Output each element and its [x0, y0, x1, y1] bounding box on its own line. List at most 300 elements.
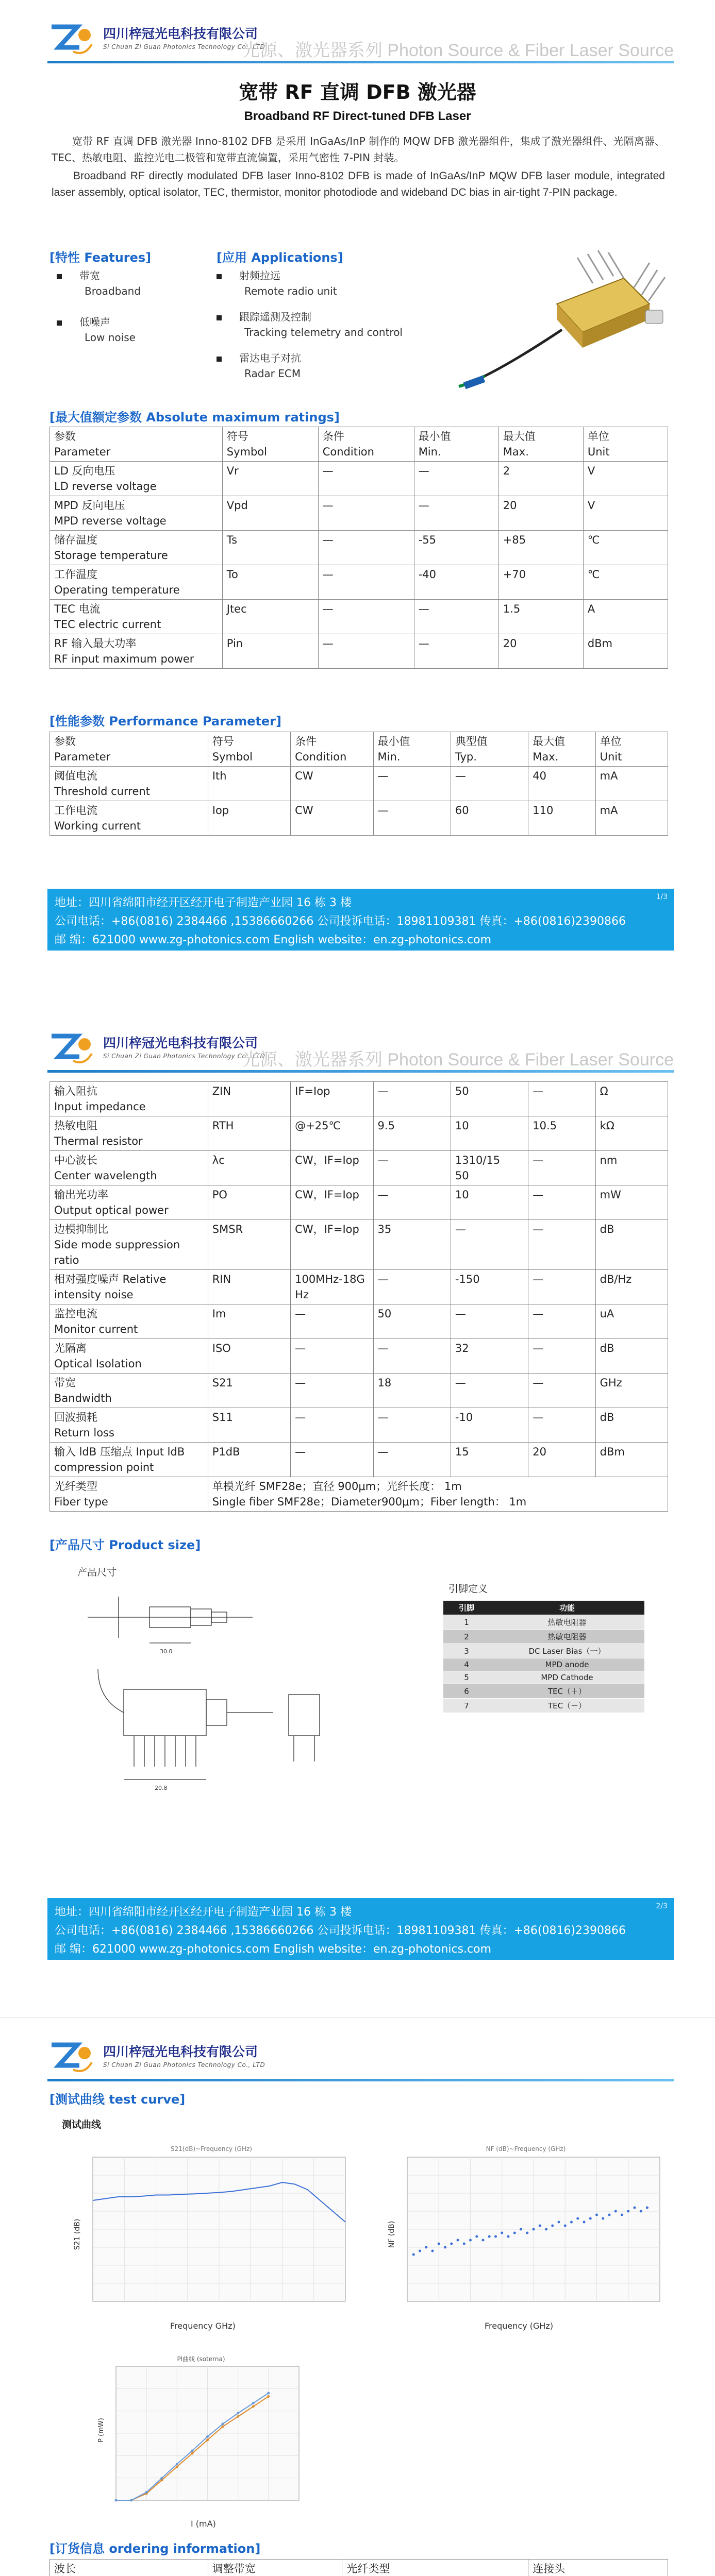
table-cell — [451, 801, 528, 836]
cell-line: Iop — [212, 804, 229, 817]
company-name-cn: 四川梓冠光电科技有限公司 — [103, 26, 258, 41]
cell-line: PO — [212, 1189, 227, 1201]
cell-line: RIN — [212, 1273, 231, 1285]
table-row — [50, 634, 668, 669]
header-cell — [208, 732, 290, 767]
cell-line: CW，IF=Iop — [295, 1154, 359, 1166]
table-cell — [595, 1082, 668, 1116]
cell-line: TEC 电流 — [54, 603, 101, 615]
cell-line: LD reverse voltage — [54, 480, 157, 493]
cell-line: 40 — [533, 770, 547, 782]
cell-line: 热敏电阻 — [54, 1120, 97, 1132]
table-cell — [528, 801, 595, 836]
cell-line: V — [587, 465, 595, 477]
table-cell — [451, 1408, 528, 1443]
data-point — [595, 2214, 598, 2216]
cell-line: — — [295, 1411, 306, 1423]
table-row — [50, 1151, 668, 1185]
table-cell — [50, 1374, 208, 1408]
data-point — [457, 2239, 459, 2242]
table-cell — [291, 1116, 373, 1151]
table-cell — [451, 1374, 528, 1408]
cell-line: Max. — [533, 751, 559, 763]
cell-line: 边模抑制比 — [54, 1223, 108, 1235]
table-cell — [414, 531, 498, 565]
pin-row — [443, 1671, 644, 1684]
table-cell — [373, 1443, 451, 1477]
cell-line: 35 — [377, 1223, 392, 1235]
company-logo-icon — [47, 1030, 94, 1066]
table-cell — [595, 801, 668, 836]
cell-line: 单位 — [587, 430, 609, 443]
table-cell — [498, 496, 583, 531]
page-header — [47, 21, 674, 67]
cell-line: 输入阻抗 — [54, 1085, 97, 1097]
data-point — [191, 2449, 193, 2452]
data-point — [589, 2217, 592, 2220]
cell-line: — — [377, 804, 389, 817]
cell-line: dB — [600, 1223, 614, 1235]
cell-line: 最大值 — [533, 735, 566, 748]
table-row — [50, 496, 668, 531]
perf-table-cont — [49, 1081, 668, 1512]
table-cell — [595, 1408, 668, 1443]
cell-line: 参数 — [54, 430, 76, 443]
chart-ylabel: S21 (dB) — [73, 2218, 81, 2250]
data-point — [267, 2395, 270, 2398]
table-cell — [583, 634, 668, 669]
footer-phone: 公司电话：+86(0816) 2384466 ,15386660266 公司投诉电话：18981109381 传真：+86(0816)2390866 — [55, 915, 626, 928]
table-cell — [498, 600, 583, 634]
pin-function: MPD anode — [490, 1658, 644, 1671]
cell-line: 输入 ldB 压缩点 Input ldB — [54, 1446, 185, 1458]
data-point — [614, 2210, 617, 2213]
table-cell — [528, 1185, 595, 1220]
table-cell — [50, 1443, 208, 1477]
cell-line: λc — [212, 1154, 225, 1166]
data-point — [145, 2491, 148, 2494]
header-cell — [583, 427, 668, 462]
table-cell — [595, 767, 668, 801]
header-cell — [222, 427, 318, 462]
data-point — [558, 2221, 560, 2224]
table-cell — [291, 1304, 373, 1339]
svg-text:20.8: 20.8 — [155, 1785, 168, 1791]
table-cell — [595, 1185, 668, 1220]
cell-line: — — [418, 499, 429, 512]
cell-line: 110 — [533, 804, 554, 817]
table-cell — [528, 1374, 595, 1408]
table-cell — [208, 801, 290, 836]
table-cell — [291, 1270, 373, 1304]
table-cell — [208, 1339, 290, 1374]
cell-line: — — [322, 637, 334, 650]
table-cell — [451, 1082, 528, 1116]
cell-line: — — [533, 1154, 544, 1166]
product-desc-cn: 宽带 RF 直调 DFB 激光器 Inno-8102 DFB 是采用 InGaAs/InP 制作的 MQW DFB 激光器组件，集成了激光器组件、光隔离器、TEC、热敏电阻、监控光电二极管和宽带直流偏置，采用气密性 7-PIN 封装。 — [52, 135, 665, 164]
cell-line: ZIN — [212, 1085, 231, 1097]
cell-line: P1dB — [212, 1446, 240, 1458]
footer-postcode: 邮 编：621000 www.zg-photonics.com English website：en.zg-photonics.com — [55, 1943, 492, 1956]
cell-line: -150 — [455, 1273, 480, 1285]
table-cell — [291, 1408, 373, 1443]
table-cell — [50, 1339, 208, 1374]
cell-line: 单模光纤 SMF28e；直径 900μm；光纤长度： 1m — [212, 1480, 462, 1493]
table-cell — [595, 1374, 668, 1408]
cell-line: Bandwidth — [54, 1392, 112, 1404]
table-cell — [50, 462, 223, 496]
table-cell — [583, 531, 668, 565]
table-row — [50, 462, 668, 496]
pin-number: 2 — [443, 1630, 490, 1644]
table-cell — [208, 1185, 290, 1220]
cell-line: 18 — [377, 1377, 392, 1389]
cell-line: MPD reverse voltage — [54, 515, 167, 527]
cell-line: 10 — [455, 1120, 469, 1132]
cell-line: — — [533, 1273, 544, 1285]
table-cell — [50, 1270, 208, 1304]
table-cell — [528, 1443, 595, 1477]
page-footer — [47, 889, 674, 951]
cell-line: — — [533, 1223, 544, 1235]
cell-line: @+25℃ — [295, 1120, 341, 1132]
data-point — [513, 2232, 516, 2234]
pin-number: 7 — [443, 1699, 490, 1713]
page-footer — [47, 1898, 674, 1960]
header-cell — [595, 732, 668, 767]
table-cell — [414, 634, 498, 669]
cell-line: 条件 — [295, 735, 317, 748]
table-header-row — [50, 427, 668, 462]
header-cell — [50, 427, 223, 462]
cell-line: 60 — [455, 804, 469, 817]
page-2 — [0, 1009, 715, 2018]
cell-line: — — [377, 1273, 389, 1285]
table-cell — [208, 1443, 290, 1477]
data-point — [130, 2499, 132, 2502]
product-desc-en: Broadband RF directly modulated DFB laser Inno-8102 DFB is made of InGaAs/InP MQW DFB laser module, integrated laser assembly, optical isolator, TEC, thermistor, monitor photodiode and wideband DC bias in air-tight 7-PIN package. — [52, 170, 665, 198]
header-cell — [528, 2560, 668, 2576]
data-point — [494, 2235, 497, 2238]
footer-postcode: 邮 编：621000 www.zg-photonics.com English website：en.zg-photonics.com — [55, 934, 492, 946]
cell-line: 9.5 — [377, 1120, 395, 1132]
cell-line: 波长 — [54, 2563, 76, 2575]
cell-line: Single fiber SMF28e；Diameter900μm；Fiber length： 1m — [212, 1496, 527, 1508]
company-logo-icon — [47, 21, 94, 57]
cell-line: -55 — [418, 534, 436, 546]
table-row-fiber — [50, 1477, 668, 1512]
data-point — [488, 2235, 491, 2238]
cell-line: — — [533, 1189, 544, 1201]
cell-line: 相对强度噪声 Relative — [54, 1273, 167, 1285]
cell-line: Symbol — [212, 751, 253, 763]
table-cell — [291, 1374, 373, 1408]
data-point — [463, 2243, 465, 2245]
pin-row — [443, 1684, 644, 1699]
size-title: [产品尺寸 Product size] — [49, 1538, 201, 1552]
table-cell — [50, 1185, 208, 1220]
data-point — [576, 2217, 579, 2220]
cell-line: 2 — [503, 465, 510, 477]
cell-line: CW，IF=Iop — [295, 1189, 359, 1201]
table-cell — [498, 462, 583, 496]
cell-line: 20 — [503, 637, 517, 650]
cell-line: Vr — [226, 465, 239, 477]
table-cell — [595, 1151, 668, 1185]
header-cell — [414, 427, 498, 462]
cell-line: Thermal resistor — [54, 1135, 143, 1147]
cell-line: — — [418, 603, 429, 615]
perf-title: [性能参数 Performance Parameter] — [49, 714, 281, 728]
bullet-icon — [57, 274, 62, 279]
table-cell — [528, 1220, 595, 1270]
table-cell — [595, 1443, 668, 1477]
table-cell — [208, 1116, 290, 1151]
table-cell — [291, 801, 373, 836]
pin-table — [443, 1601, 644, 1713]
cell-line: dB — [600, 1342, 614, 1354]
table-cell — [451, 1220, 528, 1270]
pin-function: 热敏电阻器 — [490, 1630, 644, 1644]
cell-line: — — [455, 770, 466, 782]
table-row — [50, 1185, 668, 1220]
table-row — [50, 1270, 668, 1304]
cell-line: 单位 — [600, 735, 622, 748]
ordering-title: [订货信息 ordering information] — [49, 2541, 261, 2556]
cell-line: Pin — [226, 637, 243, 650]
svg-text:30.0: 30.0 — [160, 1648, 173, 1655]
table-cell — [373, 1374, 451, 1408]
cell-line: Condition — [295, 751, 347, 763]
table-cell — [50, 496, 223, 531]
cell-line: Output optical power — [54, 1204, 169, 1216]
table-cell — [498, 565, 583, 600]
page-3 — [0, 2018, 715, 2576]
data-point — [450, 2243, 453, 2245]
cell-line: 中心波长 — [54, 1154, 97, 1166]
table-row — [50, 1116, 668, 1151]
cell-line: nm — [600, 1154, 618, 1166]
cell-line: Condition — [322, 446, 374, 458]
cell-line: Fiber type — [54, 1496, 108, 1508]
data-point — [237, 2412, 239, 2415]
company-name-cn: 四川梓冠光电科技有限公司 — [103, 1036, 258, 1050]
table-row — [50, 1304, 668, 1339]
cell-line: mW — [600, 1189, 621, 1201]
cell-line: Hz — [295, 1289, 309, 1301]
size-drawing-label: 产品尺寸 — [77, 1567, 117, 1578]
cell-line: 工作温度 — [54, 568, 97, 581]
data-point — [252, 2402, 255, 2404]
cell-line: 条件 — [322, 430, 344, 443]
header-cell — [373, 732, 451, 767]
table-row — [50, 600, 668, 634]
data-point — [634, 2207, 636, 2209]
table-cell — [498, 531, 583, 565]
cell-line: — — [533, 1308, 544, 1320]
product-drawing — [67, 1576, 356, 1798]
feature-item: 带宽 Broadband — [57, 268, 141, 299]
cell-line: — — [322, 465, 334, 477]
data-point — [176, 2466, 178, 2468]
cell-line: 最小值 — [418, 430, 451, 443]
table-cell — [528, 767, 595, 801]
data-point — [206, 2439, 209, 2442]
cell-line: ℃ — [587, 534, 600, 546]
page-number: 2/3 — [656, 1902, 668, 1910]
cell-line: RF input maximum power — [54, 653, 194, 665]
cell-line: — — [295, 1377, 306, 1389]
table-cell — [291, 1185, 373, 1220]
cell-line: — — [322, 499, 334, 512]
table-cell — [222, 565, 318, 600]
table-cell — [583, 496, 668, 531]
table-cell — [373, 1082, 451, 1116]
cell-line: Working current — [54, 820, 141, 832]
cell-line: dBm — [587, 637, 613, 650]
pin-function: TEC（－） — [490, 1699, 644, 1713]
header-cell — [291, 732, 373, 767]
pin-row — [443, 1699, 644, 1713]
cell-line: — — [418, 465, 429, 477]
header-divider — [47, 61, 674, 63]
features-title: [特性 Features] — [49, 250, 152, 265]
table-cell — [222, 496, 318, 531]
data-point — [621, 2214, 623, 2216]
pin-number: 6 — [443, 1684, 490, 1699]
cell-line: RF 输入最大功率 — [54, 637, 137, 650]
table-cell — [222, 634, 318, 669]
cell-line: 监控电流 — [54, 1308, 97, 1320]
cell-line: Input impedance — [54, 1100, 146, 1113]
data-point — [545, 2228, 547, 2231]
cell-line: 50 — [455, 1085, 469, 1097]
data-point — [501, 2232, 503, 2234]
table-row — [50, 1082, 668, 1116]
table-cell — [50, 1304, 208, 1339]
cell-line: 光纤类型 — [346, 2563, 390, 2575]
data-point — [438, 2243, 440, 2245]
cell-line: Optical Isolation — [54, 1358, 142, 1370]
cell-line: 1.5 — [503, 603, 521, 615]
data-point — [627, 2210, 629, 2213]
cell-line: Monitor current — [54, 1323, 138, 1335]
table-cell — [50, 531, 223, 565]
data-point — [237, 2415, 239, 2418]
data-point — [526, 2232, 528, 2234]
pin-function: MPD Cathode — [490, 1671, 644, 1684]
cell-line: — — [533, 1342, 544, 1354]
table-cell — [373, 1185, 451, 1220]
s21-chart — [67, 2142, 356, 2317]
cell-line: — — [322, 603, 334, 615]
header-divider — [47, 2079, 674, 2081]
table-cell — [50, 1220, 208, 1270]
product-photo — [454, 247, 670, 392]
table-cell — [50, 1082, 208, 1116]
table-row — [50, 767, 668, 801]
cell-line: — — [533, 1411, 544, 1423]
pin-function: 热敏电阻器 — [490, 1615, 644, 1630]
table-row — [50, 1339, 668, 1374]
cell-line: S11 — [212, 1411, 233, 1423]
pin-def-title: 引脚定义 — [448, 1583, 488, 1595]
data-point — [570, 2221, 573, 2224]
chart-title: Pl曲线 (soterna) — [177, 2355, 225, 2363]
data-point — [431, 2250, 434, 2252]
table-cell — [318, 496, 414, 531]
data-point — [646, 2207, 649, 2209]
cell-line: Side mode suppression ratio — [54, 1239, 180, 1266]
chart-ylabel: P (mW) — [97, 2418, 105, 2443]
cell-line: Jtec — [226, 603, 247, 615]
table-cell — [208, 1304, 290, 1339]
pi-chart — [93, 2353, 309, 2518]
chart2-xlabel: Frequency (GHz) — [485, 2321, 554, 2331]
header-slogan: 光源、激光器系列 Photon Source & Fiber Laser Source — [242, 41, 674, 60]
table-cell — [528, 1082, 595, 1116]
cell-line: 10 — [455, 1189, 469, 1201]
pin-number: 5 — [443, 1671, 490, 1684]
cell-line: Min. — [418, 446, 441, 458]
cell-line: Typ. — [455, 751, 477, 763]
pin-number: 3 — [443, 1644, 490, 1658]
cell-line: 工作电流 — [54, 804, 97, 817]
table-cell — [208, 767, 290, 801]
abs-max-title: [最大值额定参数 Absolute maximum ratings] — [49, 410, 340, 425]
data-point — [412, 2253, 415, 2256]
curve-title: [测试曲线 test curve] — [49, 2092, 186, 2107]
table-cell — [50, 634, 223, 669]
chart1-xlabel: Frequency GHz) — [170, 2321, 236, 2331]
table-cell — [373, 801, 451, 836]
feature-item: 低噪声 Low noise — [57, 314, 136, 345]
cell-line: 调整带宽 — [212, 2563, 256, 2575]
table-cell — [373, 1339, 451, 1374]
table-cell — [595, 1304, 668, 1339]
data-point — [583, 2221, 586, 2224]
pin-number: 1 — [443, 1615, 490, 1630]
table-cell — [291, 1082, 373, 1116]
cell-line: — — [377, 1154, 389, 1166]
cell-line: — — [455, 1308, 466, 1320]
cell-line: +85 — [503, 534, 526, 546]
table-cell — [291, 1151, 373, 1185]
footer-address: 地址：四川省绵阳市经开区经开电子制造产业园 16 栋 3 楼 — [55, 896, 352, 909]
table-row — [50, 1220, 668, 1270]
cell-line: RTH — [212, 1120, 234, 1132]
cell-line: Symbol — [226, 446, 267, 458]
page-1 — [0, 0, 715, 1009]
data-point — [539, 2225, 541, 2227]
table-cell — [373, 1408, 451, 1443]
cell-line: 光隔离 — [54, 1342, 87, 1354]
cell-line: 符号 — [226, 430, 248, 443]
cell-line: To — [226, 568, 238, 581]
table-cell — [222, 462, 318, 496]
cell-line: GHz — [600, 1377, 622, 1389]
table-cell — [414, 600, 498, 634]
cell-line: 输出光功率 — [54, 1189, 108, 1201]
pin-header-cell: 引脚 — [443, 1601, 490, 1615]
table-row — [50, 801, 668, 836]
cell-line: 最小值 — [377, 735, 410, 748]
table-cell — [318, 565, 414, 600]
chart-title: S21(dB)~Frequency (GHz) — [171, 2145, 252, 2153]
cell-line: TEC electric current — [54, 618, 161, 631]
chart-title: NF (dB)~Frequency (GHz) — [486, 2145, 566, 2153]
cell-line: — — [377, 1342, 389, 1354]
